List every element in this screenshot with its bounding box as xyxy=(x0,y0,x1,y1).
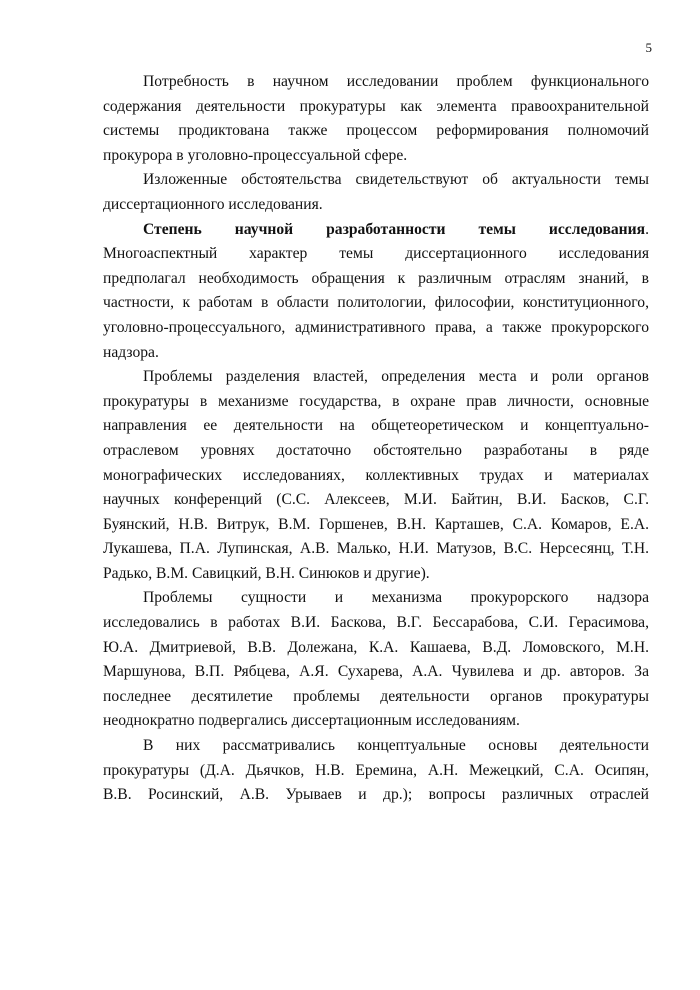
text-line: отраслевом уровнях достаточно обстоятельно разработаны в ряде xyxy=(103,441,649,459)
text-line: системы продиктована также процессом реформирования полномочий xyxy=(103,122,649,140)
document-body xyxy=(103,70,649,808)
text-line: прокуратуры (Д.А. Дьячков, Н.В. Еремина, А.Н. Межецкий, С.А. Осипян, xyxy=(103,761,649,779)
section-heading: Степень научной разработанности темы исследования xyxy=(143,220,646,238)
text-line: прокурора в уголовно-процессуальной сфере. xyxy=(103,146,408,164)
text-line: монографических исследованиях, коллективных трудах и материалах xyxy=(103,466,649,484)
text-line: уголовно-процессуального, административного права, а также прокурорского xyxy=(103,318,649,336)
text-line: диссертационного исследования. xyxy=(103,195,323,213)
paragraph-4 xyxy=(103,365,649,586)
text-line: Ю.А. Дмитриевой, В.В. Долежана, К.А. Кашаева, В.Д. Ломовского, М.Н. xyxy=(103,638,649,656)
text-line: исследовались в работах В.И. Баскова, В.Г. Бессарабова, С.И. Герасимова, xyxy=(103,614,649,632)
text-line: Маршунова, В.П. Рябцева, А.Я. Сухарева, А.А. Чувилева и др. авторов. За xyxy=(103,663,649,681)
paragraph-1 xyxy=(103,70,649,168)
text-line: Потребность в научном исследовании проблем функционального xyxy=(143,73,649,90)
section-heading-tail: . xyxy=(645,220,649,238)
text-line: прокуратуры в механизме государства, в охране прав личности, основные xyxy=(103,392,649,410)
text-line: Проблемы разделения властей, определения места и роли органов xyxy=(143,368,649,386)
text-line: предполагал необходимость обращения к различным отраслям знаний, в xyxy=(103,269,649,287)
text-line: В.В. Росинский, А.В. Урываев и др.); вопросы различных отраслей xyxy=(103,786,649,804)
text-line: содержания деятельности прокуратуры как элемента правоохранительной xyxy=(103,97,649,115)
paragraph-2 xyxy=(103,168,649,217)
text-line: неоднократно подвергались диссертационным исследованиям. xyxy=(103,712,520,730)
page-number: 5 xyxy=(645,40,652,55)
text-line: Проблемы сущности и механизма прокурорского надзора xyxy=(143,589,649,607)
section-heading-line xyxy=(103,218,649,243)
text-line: Многоаспектный характер темы диссертационного исследования xyxy=(103,245,649,263)
text-line: Изложенные обстоятельства свидетельствуют об актуальности темы xyxy=(143,171,649,189)
text-line: Буянский, Н.В. Витрук, В.М. Горшенев, В.Н. Карташев, С.А. Комаров, Е.А. xyxy=(103,515,649,533)
text-line: частности, к работам в области политологии, философии, конституционного, xyxy=(103,294,649,312)
paragraph-3 xyxy=(103,218,649,366)
text-line: Лукашева, П.А. Лупинская, А.В. Малько, Н.И. Матузов, В.С. Нерсесянц, Т.Н. xyxy=(103,540,649,558)
text-line: научных конференций (С.С. Алексеев, М.И. Байтин, В.И. Басков, С.Г. xyxy=(103,491,649,509)
text-line: Радько, В.М. Савицкий, В.Н. Синюков и другие). xyxy=(103,564,430,582)
paragraph-5 xyxy=(103,586,649,734)
text-line: надзора. xyxy=(103,343,159,361)
text-line: В них рассматривались концептуальные основы деятельности xyxy=(143,737,649,755)
text-line: последнее десятилетие проблемы деятельности органов прокуратуры xyxy=(103,687,649,705)
text-line: направления ее деятельности на общетеоретическом и концептуально- xyxy=(103,417,649,435)
paragraph-6 xyxy=(103,734,649,808)
